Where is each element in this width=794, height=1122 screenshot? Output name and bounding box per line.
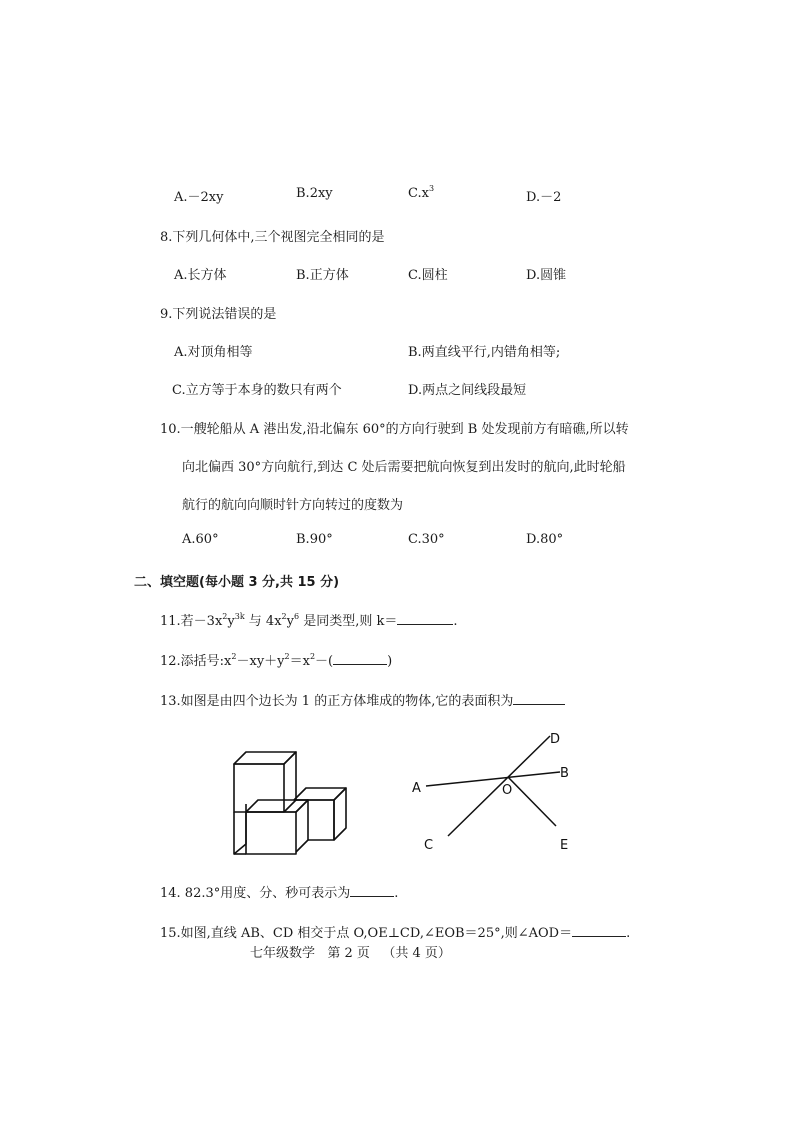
q12: 12.添括号$:x^2-xy+y^2=x^2-$( ) — [160, 652, 393, 669]
q9-option-c: C.立方等于本身的数只有两个 — [172, 383, 342, 398]
q10-stem-line-1: 10.一艘轮船从 A 港出发,沿北偏东 60°的方向行驶到 B 处发现前方有暗礁,所以转 — [160, 422, 629, 437]
ray-oe — [508, 777, 556, 826]
q15: 15.如图,直线 AB、CD 相交于点 O,OE⊥CD,∠EOB＝25°,则∠AOD＝ . — [160, 926, 631, 941]
right-cube-top — [294, 788, 346, 800]
q7-option-c: $C.x^3$ — [408, 184, 435, 201]
q7-option-d: D.－2 — [526, 190, 562, 205]
right-cube-front — [294, 800, 334, 840]
q9-stem: 9.下列说法错误的是 — [160, 307, 277, 322]
q15-answer-blank[interactable] — [572, 924, 626, 937]
q11-answer-blank[interactable] — [397, 612, 453, 625]
label-e: E — [560, 838, 569, 853]
q9-option-a: A.对顶角相等 — [174, 345, 253, 360]
q10-stem-line-2: 向北偏西 30°方向航行,到达 C 处后需要把航向恢复到出发时的航向,此时轮船 — [182, 460, 626, 475]
q8-option-a: A.长方体 — [174, 268, 227, 283]
q8-option-d: D.圆锥 — [526, 268, 567, 283]
q7-option-a: A.－2xy — [174, 190, 224, 205]
q9-option-d: D.两点之间线段最短 — [408, 383, 527, 398]
q14: 14. 82.3°用度、分、秒可表示为 . — [160, 886, 399, 901]
right-cube-side — [334, 788, 346, 840]
label-a: A — [412, 781, 421, 796]
q8-option-c: C.圆柱 — [408, 268, 448, 283]
label-o: O — [502, 783, 513, 798]
label-c: C — [424, 838, 434, 853]
q8-stem: 8.下列几何体中,三个视图完全相同的是 — [160, 230, 385, 245]
section-2-title: 二、填空题(每小题 3 分,共 15 分) — [134, 575, 340, 590]
front-cube-side — [296, 800, 308, 852]
top-cube-front — [234, 764, 284, 812]
q10-option-d: D.80° — [526, 532, 564, 547]
intersecting-lines-figure — [404, 726, 584, 856]
q10-option-a: A.60° — [182, 532, 219, 547]
label-b: B — [560, 766, 569, 781]
q14-answer-blank[interactable] — [350, 884, 394, 897]
q13-answer-blank[interactable] — [513, 692, 565, 705]
line-ab — [426, 772, 560, 786]
q7-option-b: B.2xy — [296, 186, 333, 201]
front-cube-front — [246, 812, 296, 854]
q13: 13.如图是由四个边长为 1 的正方体堆成的物体,它的表面积为 — [160, 690, 565, 709]
q8-option-b: B.正方体 — [296, 268, 349, 283]
q10-option-b: B.90° — [296, 532, 333, 547]
q10-stem-line-3: 航行的航向向顺时针方向转过的度数为 — [182, 498, 404, 513]
q9-option-b: B.两直线平行,内错角相等; — [408, 345, 561, 360]
q10-option-c: C.30° — [408, 532, 445, 547]
stacked-cubes-figure — [224, 742, 354, 860]
line-cd — [448, 736, 550, 836]
q11: 11.若$-3x^2y^{3k}$ 与 $4x^2y^6$ 是同类型,则 k＝ . — [160, 612, 458, 629]
page-footer: 七年级数学 第 2 页 （共 4 页） — [250, 946, 451, 961]
label-d: D — [550, 732, 561, 747]
top-cube-side — [284, 752, 296, 812]
q12-answer-blank[interactable] — [333, 652, 387, 665]
